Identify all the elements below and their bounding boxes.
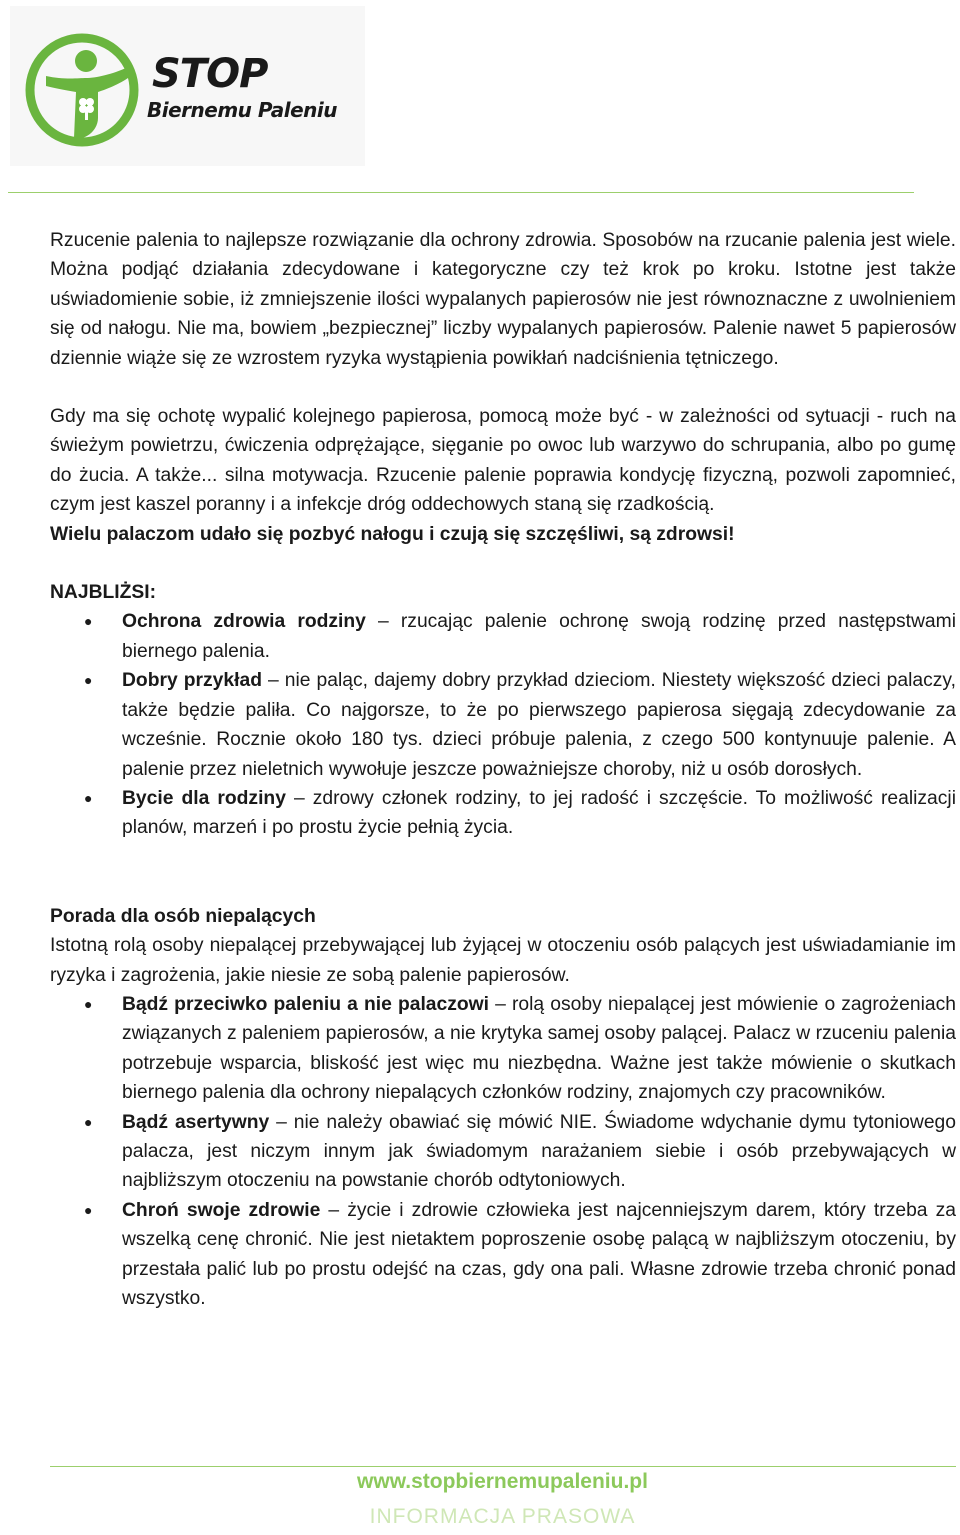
logo-title: STOP [152, 51, 268, 97]
second-paragraph: Gdy ma się ochotę wypalić kolejnego papierosa, pomocą może być - w zależności od sytuacji - ruch na świeżym powietrzu, ćwiczenia odprężające, sięganie po owoc lub warzywo do schrupania, albo po gumę do żucia. A także... silna motywacja. Rzucenie palenie poprawia kondycję fizyczną, pozwoli zapomnieć, czym jest kaszel poranny i a infekcje dróg oddechowych staną się rzadkością. [50, 406, 956, 516]
list-item: ● Chroń swoje zdrowie – życie i zdrowie człowieka jest najcenniejszym darem, który trzeba za wszelką cenę chronić. Nie jest nietaktem poproszenie osobę palącą w najbliższym otoczeniu, by przestała palić lub po prostu odejść na czas, gdy ona pali. Własne zdrowie trzeba chronić ponad wszystko. [50, 1196, 956, 1314]
list-item: ● Bądź asertywny – nie należy obawiać się mówić NIE. Świadome wdychanie dymu tytoniowego palacza, jest niczym innym jak świadomym narażaniem siebie i osób przebywających w najbliższym otoczeniu na powstanie chorób odtytoniowych. [50, 1108, 956, 1196]
list-item: ● Dobry przykład – nie paląc, dajemy dobry przykład dzieciom. Niestety większość dzieci palaczy, także będzie paliła. Co najgorsze, to że po pierwszego papierosa sięgają zdecydowanie za wcześnie. Rocznie około 180 tys. dzieci próbuje palenia, z czego 500 kontynuuje palenie. A palenie przez nieletnich wywołuje jeszcze poważniejsze choroby, niż u osób dorosłych. [50, 666, 956, 784]
closest-heading: NAJBLIŻSI: [50, 582, 157, 604]
intro-paragraph: Rzucenie palenia to najlepsze rozwiązanie dla ochrony zdrowia. Sposobów na rzucanie palenia jest wiele. Można podjąć działania zdecydowane i kategoryczne czy też krok po kroku. Istotne jest także uświadomienie sobie, iż zmniejszenie ilości wypalanych papierosów nie jest równoznaczne z uwolnieniem się od nałogu. Nie ma, bowiem „bezpiecznej” liczby wypalanych papierosów. Palenie nawet 5 papierosów dziennie wiąże się ze wzrostem ryzyka wystąpienia powikłań nadciśnienia tętniczego. [50, 230, 956, 369]
logo-figure-icon [24, 28, 154, 152]
logo-subtitle: Biernemu Paleniu [147, 98, 337, 122]
logo [10, 6, 365, 166]
list-item: ● Ochrona zdrowia rodziny – rzucając palenie ochronę swoją rodzinę przed następstwami biernego palenia. [50, 607, 956, 666]
highlight-sentence: Wielu palaczom udało się pozbyć nałogu i czują się szczęśliwi, są zdrowsi! [50, 523, 735, 545]
bottom-divider [50, 1466, 956, 1467]
footer-tagline: INFORMACJA PRASOWA [369, 1505, 636, 1528]
top-divider [8, 192, 914, 193]
advice-list [50, 990, 956, 1313]
advice-intro: Istotną rolą osoby niepalącej przebywającej lub żyjącej w otoczeniu osób palących jest uświadamianie im ryzyka i zagrożenia, jakie niesie ze sobą palenie papierosów. [50, 935, 956, 986]
advice-heading: Porada dla osób niepalących [50, 905, 316, 927]
closest-list [50, 607, 956, 842]
footer-url[interactable]: www.stopbiernemupaleniu.pl [357, 1470, 648, 1493]
list-item: ● Bądź przeciwko paleniu a nie palaczowi – rolą osoby niepalącej jest mówienie o zagrożeniach związanych z paleniem papierosów, a nie krytyka samej osoby palącej. Palacz w rzuceniu palenia potrzebuje wsparcia, bliskość jest więc mu niezbędna. Ważne jest także mówienie o skutkach biernego palenia dla ochrony niepalących członków rodziny, znajomych czy pracowników. [50, 990, 956, 1108]
list-item: ● Bycie dla rodziny – zdrowy członek rodziny, to jej radość i szczęście. To możliwość realizacji planów, marzeń i po prostu życie pełnią życia. [50, 784, 956, 843]
document-body [50, 226, 956, 1313]
